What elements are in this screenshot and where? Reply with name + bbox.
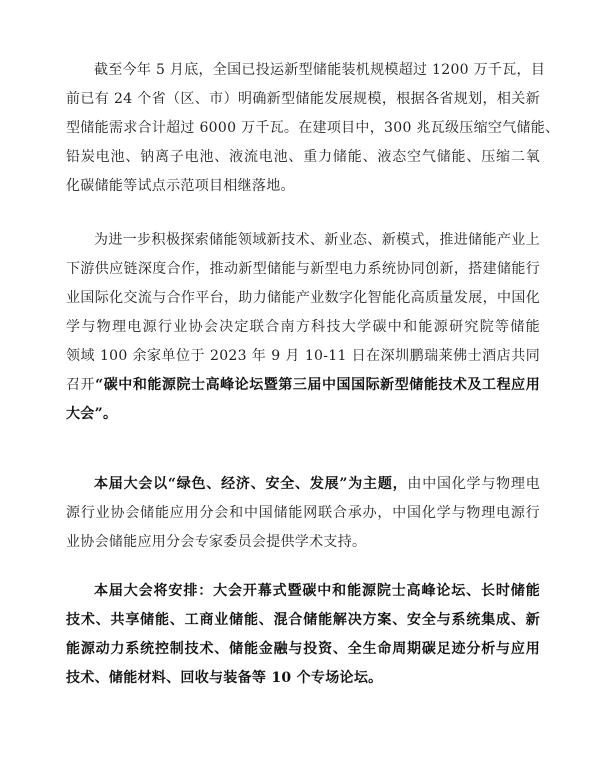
paragraph-line: 为进一步积极探索储能领域新技术、新业态、新模式，推进储能产业上 (94, 232, 540, 248)
theme-bold: 本届大会以“绿色、经济、安全、发展”为主题， (94, 476, 408, 492)
paragraph-line-mixed (66, 371, 540, 400)
paragraph-line: 化碳储能等试点示范项目相继落地。 (66, 178, 295, 194)
paragraph-text: 由中国化学与物理电 (407, 476, 540, 492)
conference-name-bold: “碳中和能源院士高峰论坛暨第三届中国国际新型储能技术及工程应用 (95, 377, 540, 393)
paragraph-line: 截至今年 5 月底，全国已投运新型储能装机规模超过 1200 万千瓦，目 (94, 62, 546, 78)
paragraph-line: 业国际化交流与合作平台，助力储能产业数字化智能化高质量发展，中国化 (66, 290, 540, 306)
paragraph-line: 本届大会将安排：大会开幕式暨碳中和能源院士高峰论坛、长时储能 (94, 583, 540, 599)
paragraph-line: 技术、储能材料、回收与装备等 10 个专场论坛。 (66, 670, 383, 686)
paragraph-line: 源行业协会储能应用分会和中国储能网联合承办，中国化学与物理电源行 (66, 505, 540, 521)
paragraph-line: 技术、共享储能、工商业储能、混合储能解决方案、安全与系统集成、新 (66, 612, 540, 628)
paragraph-line: 领域 100 余家单位于 2023 年 9 月 10-11 日在深圳鹏瑞莱佛士酒店共同 (66, 348, 540, 364)
paragraph-line: 业协会储能应用分会专家委员会提供学术支持。 (66, 534, 367, 550)
paragraph-line: 型储能需求合计超过 6000 万千瓦。在建项目中，300 兆瓦级压缩空气储能、 (66, 120, 560, 136)
conference-name-bold-end: 大会”。 (66, 406, 118, 422)
paragraph-conference-theme (66, 470, 540, 557)
paragraph-line: 下游供应链深度合作，推动新型储能与新型电力系统协同创新，搭建储能行 (66, 261, 540, 277)
paragraph-line: 学与物理电源行业协会决定联合南方科技大学碳中和能源研究院等储能 (66, 319, 540, 335)
paragraph-line: 铅炭电池、钠离子电池、液流电池、重力储能、液态空气储能、压缩二氧 (66, 149, 540, 165)
paragraph-forum-schedule (66, 577, 540, 693)
paragraph-conference-announcement (66, 226, 540, 429)
paragraph-line-mixed (66, 470, 540, 499)
paragraph-line: 前已有 24 个省（区、市）明确新型储能发展规模，根据各省规划，相关新 (66, 91, 540, 107)
paragraph-energy-storage-status (66, 56, 560, 201)
paragraph-line: 能源动力系统控制技术、储能金融与投资、全生命周期碳足迹分析与应用 (66, 641, 540, 657)
paragraph-text: 召开 (66, 377, 96, 393)
